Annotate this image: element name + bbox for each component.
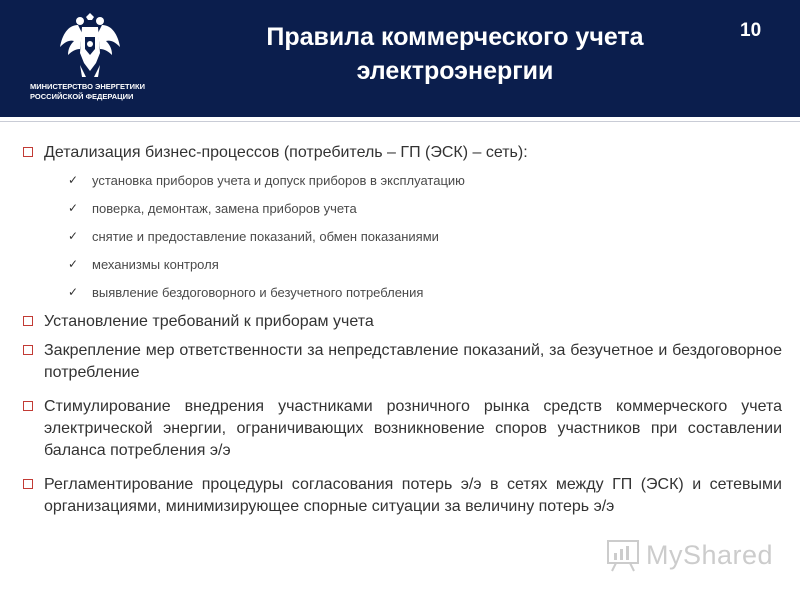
square-bullet-icon — [23, 479, 33, 489]
bullet-text: Регламентирование процедуры согласования потерь э/э в сетях между ГП (ЭСК) и сетевыми организациями, минимизирующее спорные ситуации за величину потерь э/э — [44, 476, 782, 515]
title-line-1: Правила коммерческого учета — [266, 23, 644, 51]
sub-item: ✓ механизмы контроля — [68, 257, 219, 272]
bullet-text: Установление требований к приборам учета — [44, 313, 374, 330]
bullet-item — [22, 340, 782, 384]
chart-board-icon — [606, 538, 640, 572]
title-line-2: электроэнергии — [356, 57, 554, 85]
sub-item: ✓ установка приборов учета и допуск приборов в эксплуатацию — [68, 173, 465, 188]
sub-list — [22, 171, 782, 302]
ministry-name: МИНИСТЕРСТВО ЭНЕРГЕТИКИ РОССИЙСКОЙ ФЕДЕРАЦИИ — [30, 82, 145, 101]
header-divider — [0, 121, 800, 122]
sub-item: ✓ поверка, демонтаж, замена приборов учета — [68, 201, 357, 216]
checkmark-icon: ✓ — [68, 285, 79, 299]
square-bullet-icon — [23, 401, 33, 411]
sub-item: ✓ выявление бездоговорного и безучетного потребления — [68, 285, 424, 300]
square-bullet-icon — [23, 147, 33, 157]
bullet-text: Стимулирование внедрения участниками розничного рынка средств коммерческого учета электрической энергии, ограничивающих возникновение споров участников при составлении баланса потребления э/э — [44, 398, 782, 459]
bullet-item — [22, 474, 782, 518]
square-bullet-icon — [23, 345, 33, 355]
checkmark-icon: ✓ — [68, 173, 79, 187]
bullet-item — [22, 311, 782, 333]
checkmark-icon: ✓ — [68, 257, 79, 271]
coat-of-arms-icon — [58, 13, 122, 77]
page-title — [200, 20, 710, 88]
slide-header — [0, 0, 800, 117]
bullet-item — [22, 142, 782, 164]
bullet-text: Закрепление мер ответственности за непредставление показаний, за безучетное и бездоговорное потребление — [44, 342, 782, 381]
checkmark-icon: ✓ — [68, 201, 79, 215]
checkmark-icon: ✓ — [68, 229, 79, 243]
bullet-text: Детализация бизнес-процессов (потребитель – ГП (ЭСК) – сеть): — [44, 144, 528, 161]
watermark-text: MyShared — [646, 540, 774, 570]
slide-body — [22, 142, 782, 525]
sub-item: ✓ снятие и предоставление показаний, обмен показаниями — [68, 229, 439, 244]
slide-number: 10 — [740, 20, 762, 41]
square-bullet-icon — [23, 316, 33, 326]
bullet-item — [22, 396, 782, 462]
